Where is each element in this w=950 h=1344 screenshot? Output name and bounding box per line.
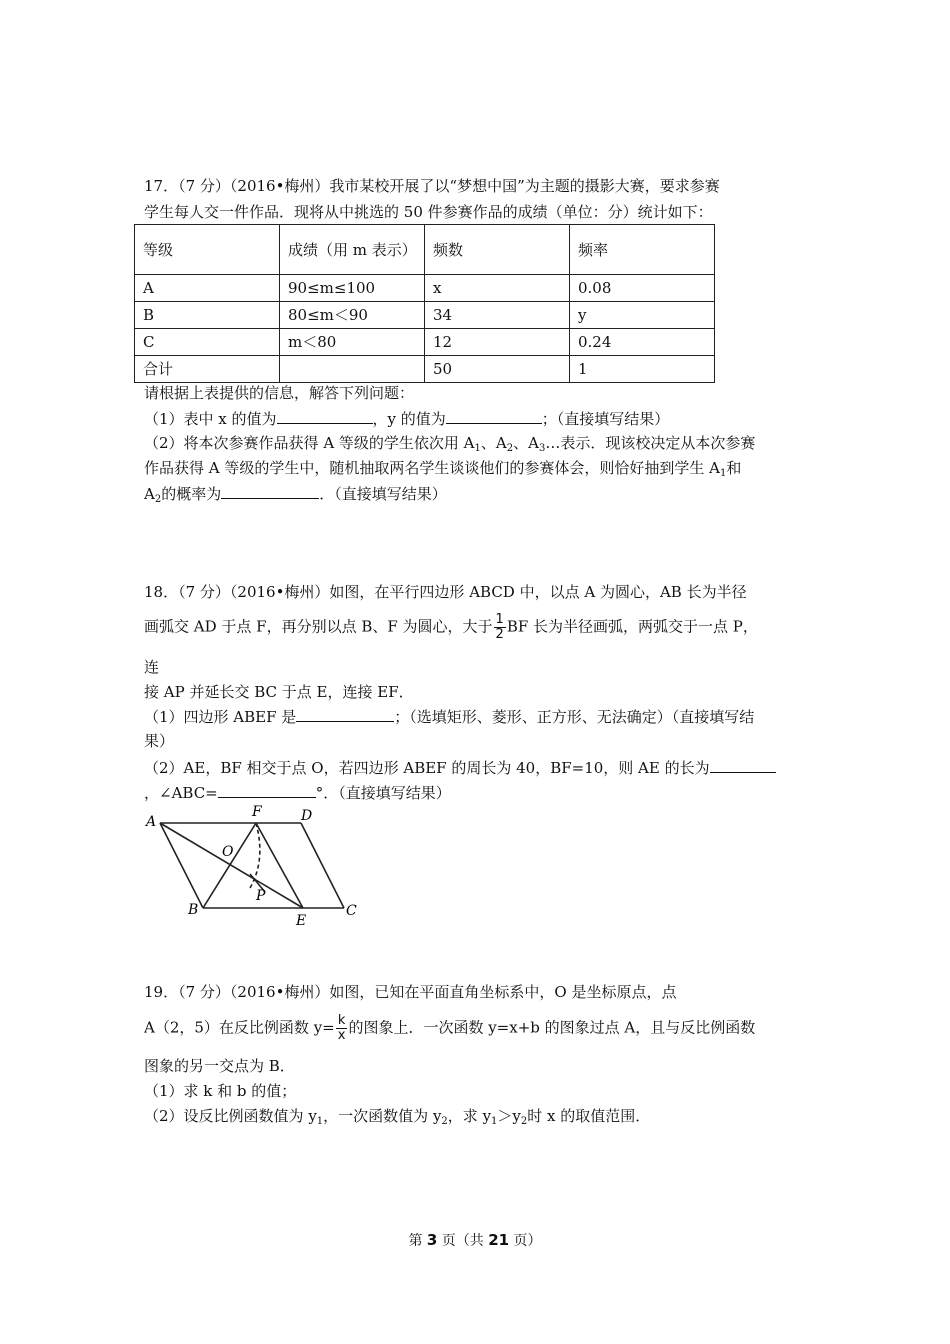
parallelogram-figure bbox=[140, 800, 370, 930]
q18-text: BF 长为半径画弧，两弧交于一点 P， bbox=[506, 617, 758, 636]
table-cell: 12 bbox=[425, 329, 570, 356]
page-footer bbox=[0, 1230, 950, 1250]
q19-text: A（2，5）在反比例函数 y= bbox=[144, 1018, 335, 1037]
table-cell: A bbox=[135, 275, 280, 302]
q17-part1-text: ，y 的值为 bbox=[372, 410, 446, 428]
answer-blank-shape[interactable] bbox=[296, 706, 394, 722]
footer-text: 页） bbox=[509, 1233, 542, 1249]
footer-text: 第 bbox=[408, 1233, 427, 1249]
q17-part2-text: 作品获得 A 等级的学生中，随机抽取两名学生谈谈他们的参赛体会，则恰好抽到学生 A bbox=[144, 459, 720, 477]
table-cell: 34 bbox=[425, 302, 570, 329]
fraction-denominator: 2 bbox=[495, 627, 504, 642]
table-cell: 90≤m≤100 bbox=[280, 275, 425, 302]
q19-line1: 19．（7 分）（2016•梅州）如图，已知在平面直角坐标系中，O 是坐标原点，点 bbox=[144, 983, 677, 1001]
q17-part2-text: ．（直接填写结果） bbox=[319, 485, 447, 503]
q19-part2 bbox=[144, 1106, 650, 1132]
q17-line1: 17．（7 分）（2016•梅州）我市某校开展了以“梦想中国”为主题的摄影大赛，要求参赛 bbox=[144, 177, 720, 195]
q19-line2 bbox=[144, 1014, 755, 1043]
table-header-cell: 成绩（用 m 表示） bbox=[280, 225, 425, 275]
q18-text: ，∠ABC= bbox=[144, 784, 218, 802]
fraction-half bbox=[494, 613, 506, 642]
q17-part2-text: （2）将本次参赛作品获得 A 等级的学生依次用 A bbox=[144, 434, 475, 452]
answer-blank-probability[interactable] bbox=[221, 483, 319, 499]
table-cell: 1 bbox=[570, 356, 715, 383]
footer-text: 页（共 bbox=[437, 1233, 489, 1249]
table-cell: y bbox=[570, 302, 715, 329]
q19-line3: 图象的另一交点为 B． bbox=[144, 1057, 295, 1075]
fraction-denominator: x bbox=[337, 1028, 346, 1043]
table-row bbox=[135, 302, 715, 329]
q18-part2 bbox=[144, 757, 776, 778]
table-cell: 80≤m＜90 bbox=[280, 302, 425, 329]
q17-part2-line1 bbox=[144, 433, 755, 459]
q17-part2-line3 bbox=[144, 483, 447, 510]
subscript: 1 bbox=[719, 468, 727, 479]
subscript: 1 bbox=[474, 443, 481, 454]
table-row bbox=[135, 329, 715, 356]
subscript: 2 bbox=[154, 494, 162, 505]
q19-part1: （1）求 k 和 b 的值； bbox=[144, 1082, 297, 1100]
subscript: 2 bbox=[441, 1116, 448, 1127]
q17-part1 bbox=[144, 408, 669, 429]
table-cell: m＜80 bbox=[280, 329, 425, 356]
q19-text: ，一次函数值为 y bbox=[323, 1107, 442, 1125]
table-cell: 0.08 bbox=[570, 275, 715, 302]
table-cell: B bbox=[135, 302, 280, 329]
q17-part2-text: 和 bbox=[726, 459, 742, 477]
q18-text: °．（直接填写结果） bbox=[315, 784, 451, 802]
answer-blank-y[interactable] bbox=[446, 408, 542, 424]
fraction-k-over-x bbox=[336, 1014, 348, 1043]
q17-part2-text: 的概率为 bbox=[161, 485, 222, 503]
label-e: E bbox=[296, 913, 307, 929]
q18-line3: 连 bbox=[144, 658, 160, 676]
answer-blank-angle[interactable] bbox=[218, 782, 316, 798]
q19-text: 时 x 的取值范围． bbox=[527, 1107, 651, 1125]
table-cell: x bbox=[425, 275, 570, 302]
page-number: 3 bbox=[426, 1231, 438, 1249]
grades-table bbox=[134, 224, 715, 383]
q17-instruction: 请根据上表提供的信息，解答下列问题： bbox=[144, 384, 415, 402]
q17-line2: 学生每人交一件作品．现将从中挑选的 50 件参赛作品的成绩（单位：分）统计如下： bbox=[144, 203, 713, 221]
table-row bbox=[135, 275, 715, 302]
label-a: A bbox=[146, 814, 157, 830]
table-header-cell: 等级 bbox=[135, 225, 280, 275]
subscript: 2 bbox=[506, 443, 514, 454]
label-d: D bbox=[301, 808, 313, 824]
table-cell: 合计 bbox=[135, 356, 280, 383]
q17-part2-text: …表示．现该校决定从本次参赛 bbox=[545, 434, 756, 452]
q19-text: ＞y bbox=[497, 1107, 521, 1125]
q18-line2 bbox=[144, 613, 758, 642]
q19-text: 的图象上．一次函数 y=x+b 的图象过点 A，且与反比例函数 bbox=[348, 1018, 756, 1037]
subscript: 1 bbox=[491, 1116, 498, 1127]
subscript: 1 bbox=[316, 1116, 324, 1127]
q17-part2-text: A bbox=[144, 485, 155, 503]
segment-bf bbox=[203, 823, 256, 908]
table-cell: 50 bbox=[425, 356, 570, 383]
q18-text: （2）AE，BF 相交于点 O，若四边形 ABEF 的周长为 40，BF=10，则 AE 的长为 bbox=[144, 759, 710, 777]
q18-line1: 18．（7 分）（2016•梅州）如图，在平行四边形 ABCD 中，以点 A 为圆心，AB 长为半径 bbox=[144, 583, 747, 601]
label-b: B bbox=[188, 902, 199, 918]
fraction-numerator: k bbox=[336, 1014, 348, 1029]
q18-part1 bbox=[144, 706, 754, 727]
table-row bbox=[135, 356, 715, 383]
label-f: F bbox=[252, 804, 262, 820]
q19-text: （2）设反比例函数值为 y bbox=[144, 1107, 317, 1125]
q19-text: ，求 y bbox=[447, 1107, 492, 1125]
q17-part2-text: 、A bbox=[480, 434, 507, 452]
q18-text: 画弧交 AD 于点 F，再分别以点 B、F 为圆心，大于 bbox=[144, 617, 493, 636]
table-cell: C bbox=[135, 329, 280, 356]
table-header-cell: 频数 bbox=[425, 225, 570, 275]
q17-part1-text: （1）表中 x 的值为 bbox=[144, 410, 277, 428]
q18-part1-cont: 果） bbox=[144, 732, 175, 750]
answer-blank-ae[interactable] bbox=[710, 757, 776, 773]
table-cell: 0.24 bbox=[570, 329, 715, 356]
answer-blank-x[interactable] bbox=[277, 408, 373, 424]
q18-line4: 接 AP 并延长交 BC 于点 E，连接 EF． bbox=[144, 683, 414, 701]
q17-part2-line2 bbox=[144, 458, 741, 484]
table-cell bbox=[280, 356, 425, 383]
q18-text: （1）四边形 ABEF 是 bbox=[144, 708, 297, 726]
table-header-row bbox=[135, 225, 715, 275]
page-total: 21 bbox=[488, 1231, 510, 1249]
segment-dc bbox=[301, 823, 344, 908]
subscript: 2 bbox=[520, 1116, 528, 1127]
table-header-cell: 频率 bbox=[570, 225, 715, 275]
label-c: C bbox=[346, 903, 357, 919]
fraction-numerator: 1 bbox=[495, 612, 504, 627]
subscript: 3 bbox=[538, 443, 546, 454]
label-p: P bbox=[256, 888, 266, 904]
q17-part1-text: ；（直接填写结果） bbox=[541, 410, 670, 428]
q18-text: ；（选填矩形、菱形、正方形、无法确定）（直接填写结 bbox=[394, 708, 755, 726]
label-o: O bbox=[222, 844, 234, 860]
q17-part2-text: 、A bbox=[513, 434, 539, 452]
